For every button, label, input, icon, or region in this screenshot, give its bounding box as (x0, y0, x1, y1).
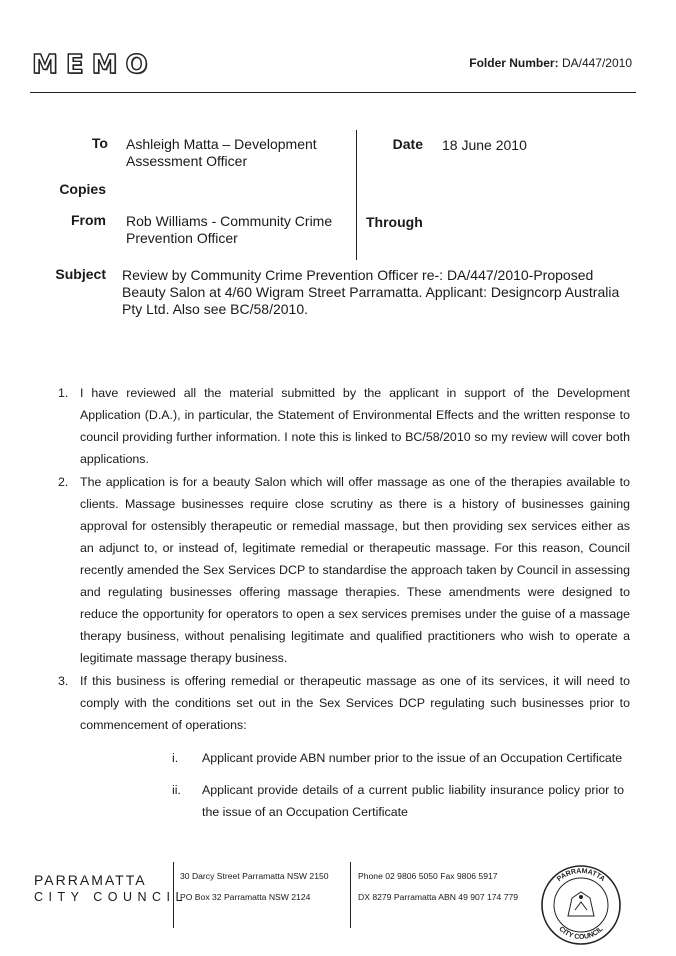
svg-text:CITY COUNCIL: CITY COUNCIL (557, 925, 605, 942)
folder-number (469, 56, 632, 70)
body-list (58, 382, 630, 736)
folder-value: DA/447/2010 (561, 56, 632, 70)
dx-abn: DX 8279 Parramatta ABN 49 907 174 779 (358, 892, 519, 902)
subject-line-1: Review by Community Crime Prevention Officer re-: DA/447/2010-Proposed (122, 267, 594, 283)
list-item (58, 670, 630, 736)
wordmark-line-2: CITY COUNCIL (34, 890, 188, 904)
to-label: To (91, 135, 108, 151)
item-text: The application is for a beauty Salon which will offer massage as one of the therapies available to clients. Massage businesses require close scrutiny as there is a history of businesses gaining approval for ostensibly therapeutic or remedial massage, but then providing sex services either as an adjunct to, or instead of, legitimate remedial or therapeutic massage. For this reason, Council recently amended the Sex Services DCP to standardise the approach taken by Council in assessing and regulating businesses offering massage therapies. These amendments were designed to reduce the opportunity for operators to open a sex services premises under the guise of a massage therapy business, without penalising legitimate and qualified practitioners who wish to operate a legitimate massage therapy business. (80, 475, 630, 665)
to-line-2: Assessment Officer (126, 153, 248, 169)
folder-label: Folder Number: (469, 56, 559, 70)
street-address: 30 Darcy Street Parramatta NSW 2150 (180, 871, 329, 881)
council-wordmark (34, 872, 188, 906)
sub-list-item (172, 747, 624, 769)
subject-value (122, 267, 622, 318)
from-line-2: Prevention Officer (126, 230, 238, 246)
item-number: 3. (58, 674, 69, 688)
footer-contact (358, 866, 518, 908)
item-number: 2. (58, 475, 69, 489)
sub-list (172, 747, 624, 833)
sub-item-text: Applicant provide details of a current public liability insurance policy prior to the issue of an Occupation Certificate (202, 783, 624, 819)
from-value (126, 213, 352, 247)
svg-text:PARRAMATTA: PARRAMATTA (555, 867, 606, 884)
to-line-1: Ashleigh Matta – Development (126, 136, 317, 152)
sub-item-text: Applicant provide ABN number prior to the issue of an Occupation Certificate (202, 751, 623, 765)
subject-label: Subject (55, 266, 106, 282)
postal-address: PO Box 32 Parramatta NSW 2124 (180, 892, 311, 902)
council-seal-icon (540, 864, 622, 946)
date-label: Date (392, 136, 423, 152)
footer-divider-1 (173, 862, 174, 928)
wordmark-line-1: PARRAMATTA (34, 872, 147, 888)
subject-line-2: Beauty Salon at 4/60 Wigram Street Parramatta. Applicant: Designcorp Australia (122, 284, 620, 300)
phone-fax: Phone 02 9806 5050 Fax 9806 5917 (358, 871, 498, 881)
copies-label: Copies (59, 181, 106, 197)
list-item (58, 471, 630, 669)
sub-list-item (172, 779, 624, 823)
subject-line-3: Pty Ltd. Also see BC/58/2010. (122, 301, 309, 317)
item-number: 1. (58, 386, 69, 400)
through-label: Through (366, 214, 423, 230)
item-text: I have reviewed all the material submitted by the applicant in support of the Development Application (D.A.), in particular, the Statement of Environmental Effects and the written response to council providing further information. I note this is linked to BC/58/2010 so my review will cover both applications. (80, 386, 630, 466)
list-item (58, 382, 630, 470)
item-text: If this business is offering remedial or therapeutic massage as one of its services, it will need to comply with the conditions set out in the Sex Services DCP regulating such businesses prior to commencement of operations: (80, 674, 630, 732)
date-value: 18 June 2010 (442, 137, 527, 153)
from-label: From (71, 212, 106, 228)
header-divider (30, 92, 636, 93)
from-line-1: Rob Williams - Community Crime (126, 213, 333, 229)
footer-address (180, 866, 329, 908)
sub-item-number: ii. (172, 783, 181, 797)
footer-divider-2 (350, 862, 351, 928)
to-value (126, 136, 346, 170)
sub-item-number: i. (172, 751, 179, 765)
memo-title: MEMO (32, 50, 156, 80)
